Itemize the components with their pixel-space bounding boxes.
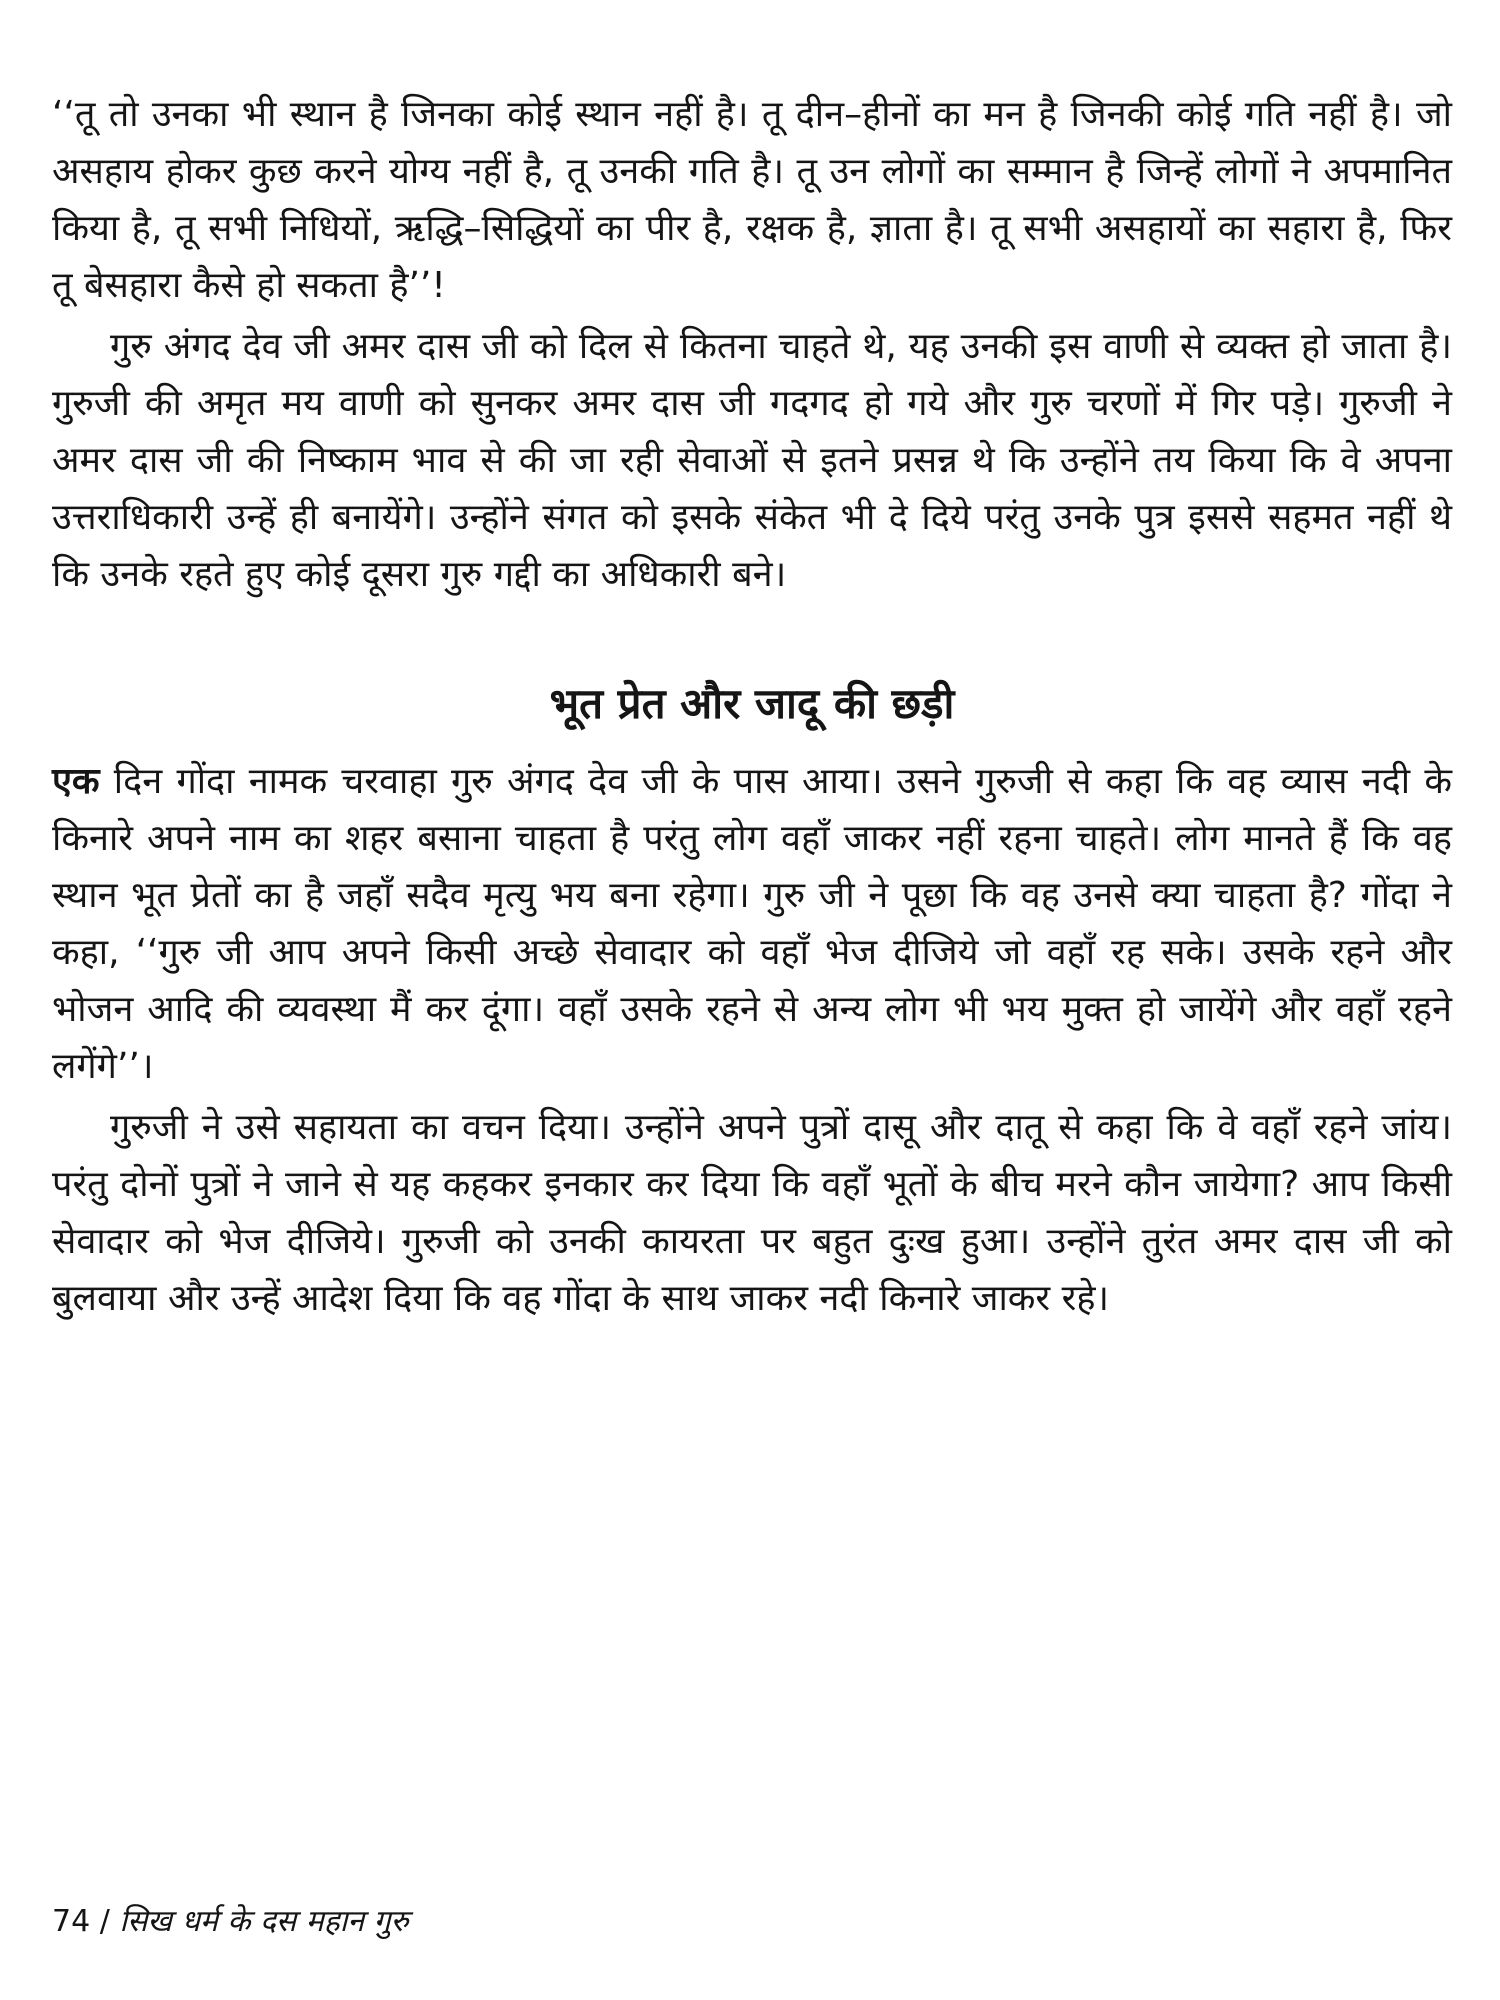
paragraph-quote: ‘‘तू तो उनका भी स्थान है जिनका कोई स्थान नहीं है। तू दीन–हीनों का मन है जिनकी कोई गति नहीं है। जो असहाय होकर कुछ करने योग्य नहीं है, तू उनकी गति है। तू उन लोगों का सम्मान है जिन्हें लोगों ने अपमानित किया है, तू सभी निधियों, ऋद्धि–सिद्धियों का पीर है, रक्षक है, ज्ञाता है। तू सभी असहायों का सहारा है, फिर तू बेसहारा कैसे हो सकता है’’! xyxy=(52,94,1452,306)
paragraph-gonda-text: दिन गोंदा नामक चरवाहा गुरु अंगद देव जी के पास आया। उसने गुरुजी से कहा कि वह व्यास नदी के किनारे अपने नाम का शहर बसाना चाहता है परंतु लोग वहाँ जाकर नहीं रहना चाहते। लोग मानते हैं कि वह स्थान भूत प्रेतों का है जहाँ सदैव मृत्यु भय बना रहेगा। गुरु जी ने पूछा कि वह उनसे क्या चाहता है? गोंदा ने कहा, ‘‘गुरु जी आप अपने किसी अच्छे सेवादार को वहाँ भेज दीजिये जो वहाँ रह सके। उसके रहने और भोजन आदि की व्यवस्था मैं कर दूंगा। वहाँ उसके रहने से अन्य लोग भी भय मुक्त हो जायेंगे और वहाँ रहने लगेंगे’’। xyxy=(52,761,1452,1087)
page-number: 74 / xyxy=(52,1904,110,1939)
book-title: सिख धर्म के दस महान गुरु xyxy=(119,1904,409,1939)
paragraph-sons: गुरुजी ने उसे सहायता का वचन दिया। उन्होंने अपने पुत्रों दासू और दातू से कहा कि वे वहाँ रहने जांय। परंतु दोनों पुत्रों ने जाने से यह कहकर इनकार कर दिया कि वहाँ भूतों के बीच मरने कौन जायेगा? आप किसी सेवादार को भेज दीजिये। गुरुजी को उनकी कायरता पर बहुत दुःख हुआ। उन्होंने तुरंत अमर दास जी को बुलवाया और उन्हें आदेश दिया कि वह गोंदा के साथ जाकर नदी किनारे जाकर रहे। xyxy=(52,1107,1452,1319)
paragraph-gonda xyxy=(52,753,1452,1095)
paragraph-lead-word: एक xyxy=(52,761,100,802)
page-body xyxy=(52,86,1452,1327)
page-footer xyxy=(52,1902,408,1942)
paragraph-guru-angad: गुरु अंगद देव जी अमर दास जी को दिल से कितना चाहते थे, यह उनकी इस वाणी से व्यक्त हो जाता है। गुरुजी की अमृत मय वाणी को सुनकर अमर दास जी गदगद हो गये और गुरु चरणों में गिर पड़े। गुरुजी ने अमर दास जी की निष्काम भाव से की जा रही सेवाओं से इतने प्रसन्न थे कि उन्होंने तय किया कि वे अपना उत्तराधिकारी उन्हें ही बनायेंगे। उन्होंने संगत को इसके संकेत भी दे दिये परंतु उनके पुत्र इससे सहमत नहीं थे कि उनके रहते हुए कोई दूसरा गुरु गद्दी का अधिकारी बने। xyxy=(52,326,1452,595)
section-heading: भूत प्रेत और जादू की छड़ी xyxy=(549,679,955,728)
